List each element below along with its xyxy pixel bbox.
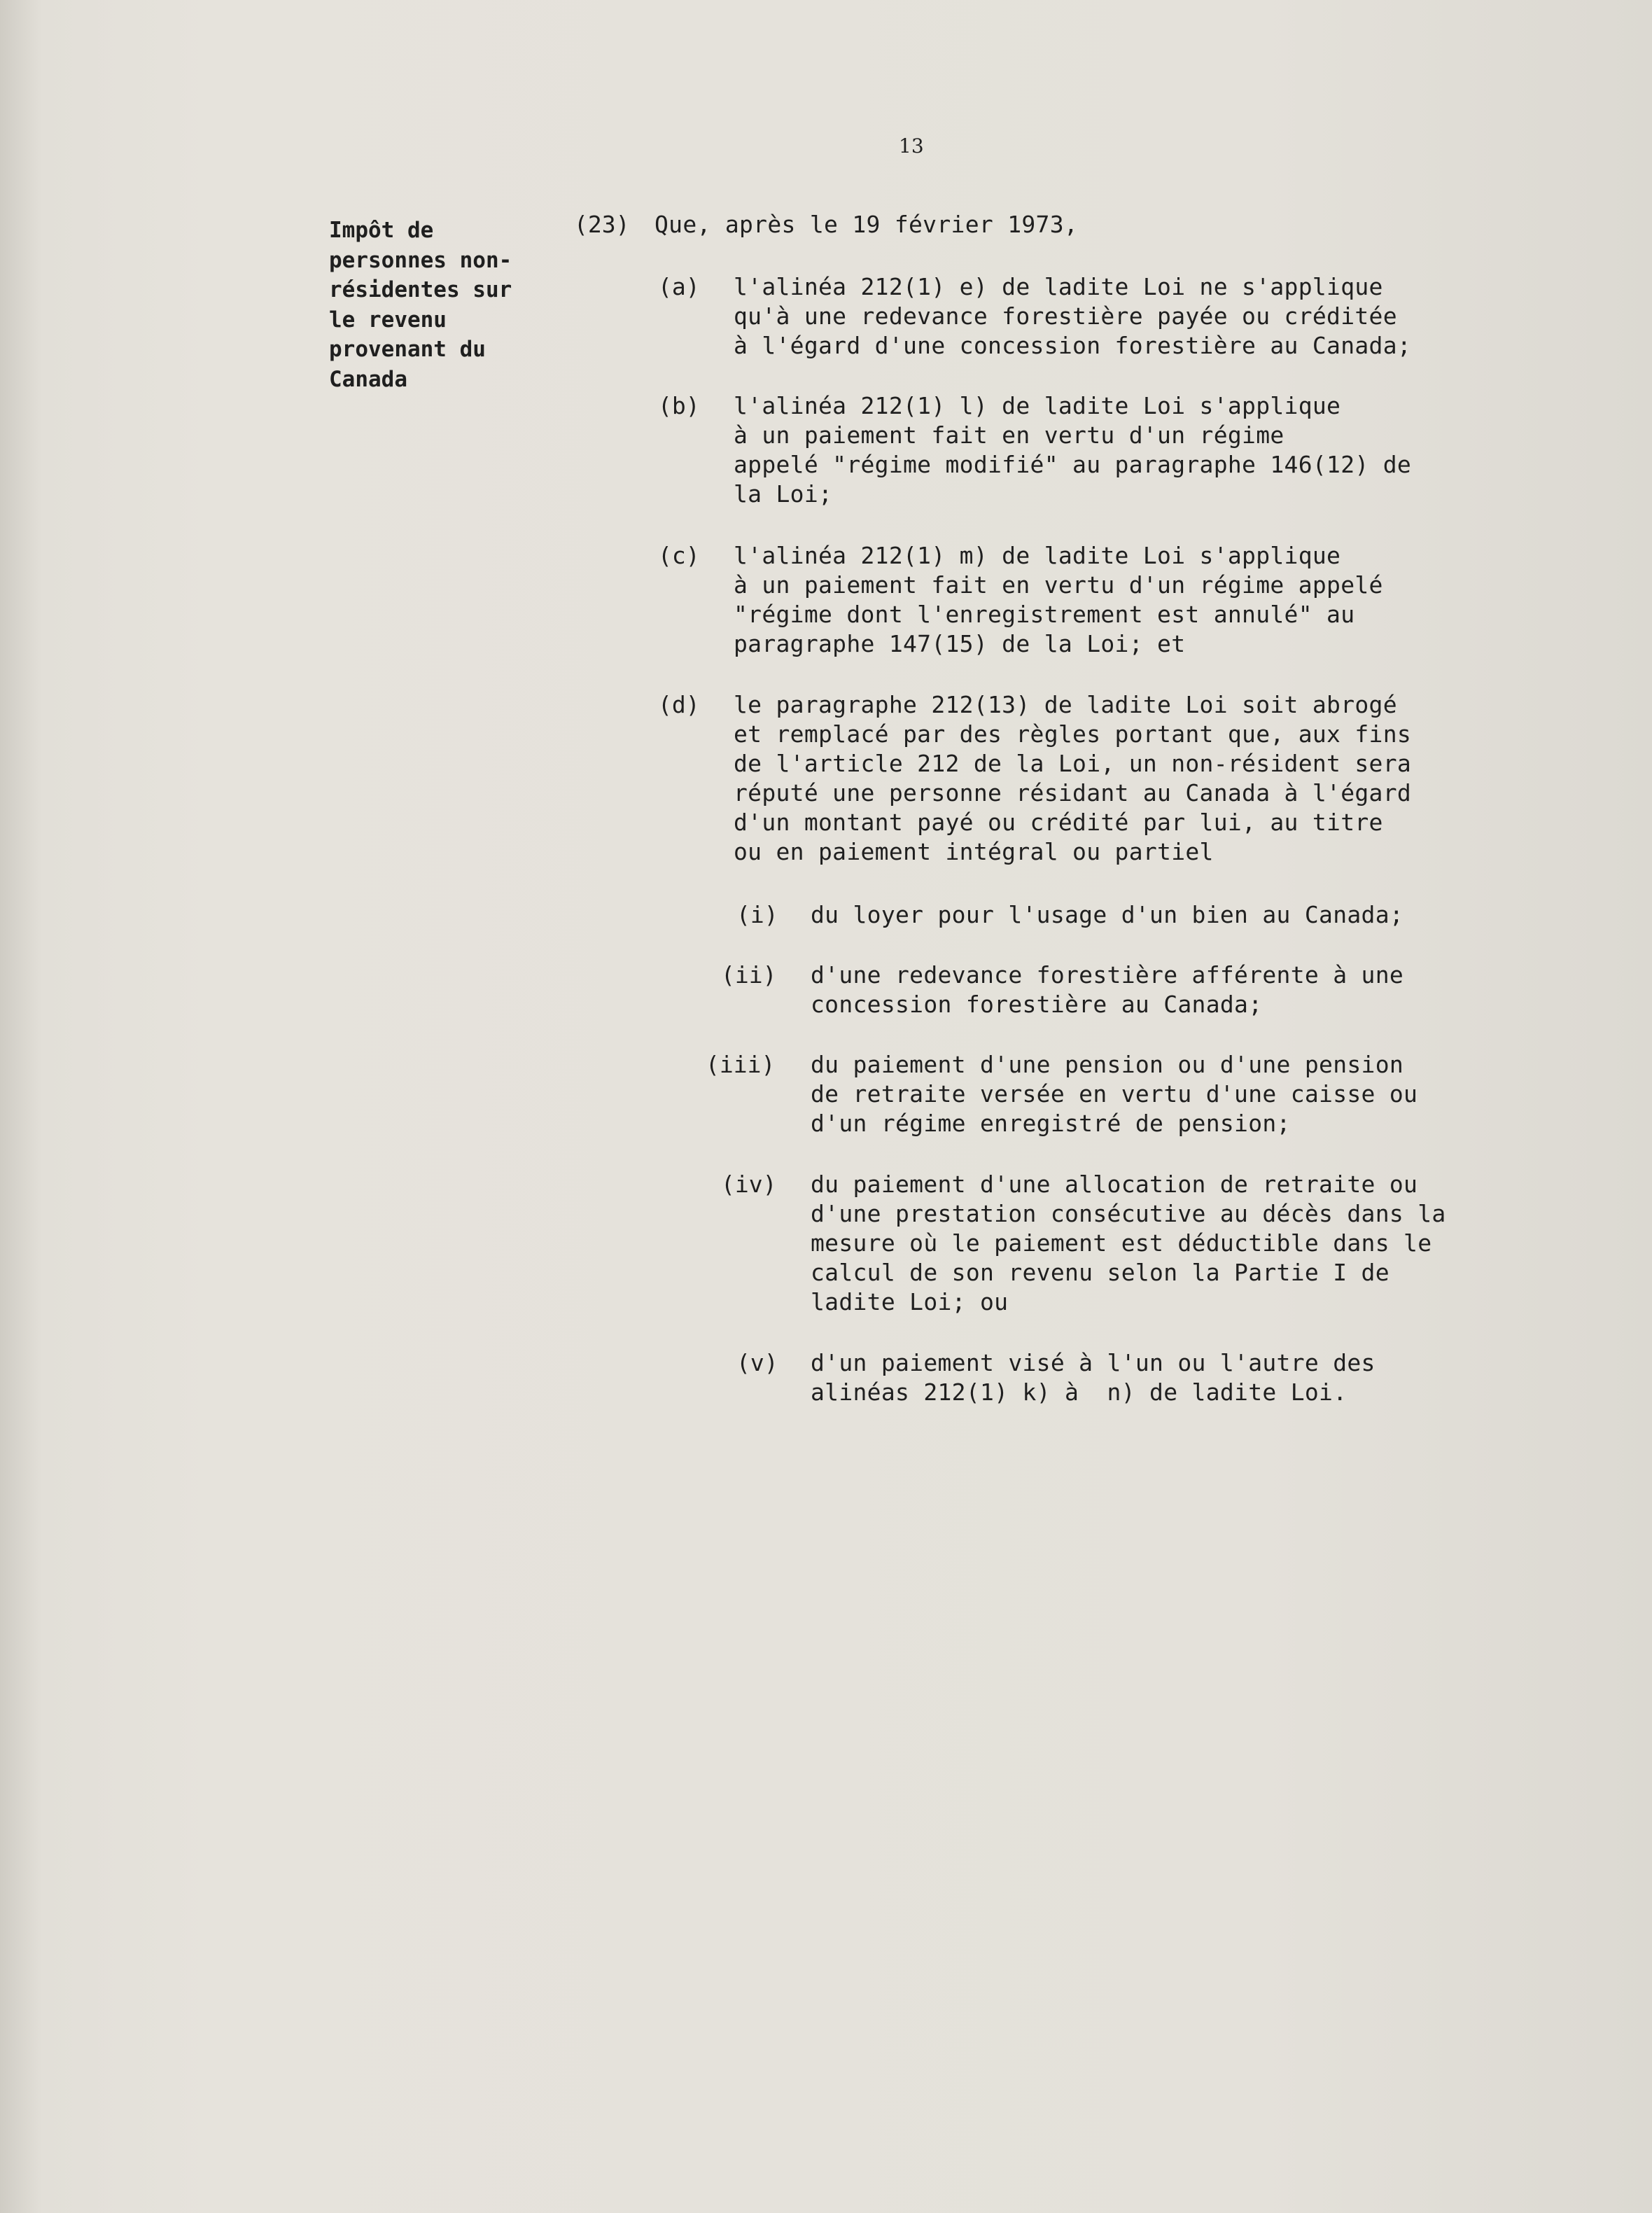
item-label-a: (a) (658, 273, 700, 300)
subitem-label-v: (v) (736, 1349, 778, 1376)
margin-note: Impôt de personnes non- résidentes sur le revenu provenant du Canada (329, 218, 512, 392)
subitem-label-iv: (iv) (721, 1171, 777, 1198)
subitem-text-iv: du paiement d'une allocation de retraite ou d'une prestation consécutive au décès dans la mesure où le paiement est déductible dans le calcul de son revenu selon la Partie I de ladite Loi; ou (811, 1171, 1446, 1315)
section-number: (23) (574, 211, 630, 238)
subitem-text-ii: d'une redevance forestière afférente à une concession forestière au Canada; (811, 961, 1404, 1018)
item-label-d: (d) (658, 691, 700, 718)
item-text-b: l'alinéa 212(1) l) de ladite Loi s'applique à un paiement fait en vertu d'un régime appelé "régime modifié" au paragraphe 146(12) de la Loi; (734, 392, 1412, 508)
item-text-c: l'alinéa 212(1) m) de ladite Loi s'applique à un paiement fait en vertu d'un régime appelé "régime dont l'enregistrement est annulé" au paragraphe 147(15) de la Loi; et (734, 542, 1383, 657)
subitem-text-iii: du paiement d'une pension ou d'une pension de retraite versée en vertu d'une caisse ou d'un régime enregistré de pension; (811, 1051, 1418, 1137)
section-intro: Que, après le 19 février 1973, (654, 211, 1079, 238)
subitem-label-ii: (ii) (721, 961, 777, 989)
item-text-d: le paragraphe 212(13) de ladite Loi soit abrogé et remplacé par des règles portant que, aux fins de l'article 212 de la Loi, un non-résident sera réputé une personne résidant au Canada à l'égard d'un montant payé ou crédité par lui, au titre ou en paiement intégral ou partiel (734, 691, 1412, 865)
subitem-label-iii: (iii) (706, 1051, 776, 1078)
page-number: 13 (899, 134, 924, 158)
item-label-c: (c) (658, 542, 700, 569)
item-label-b: (b) (658, 392, 700, 419)
item-text-a: l'alinéa 212(1) e) de ladite Loi ne s'applique qu'à une redevance forestière payée ou créditée à l'égard d'une concession forestière au Canada; (734, 273, 1412, 359)
subitem-text-i: du loyer pour l'usage d'un bien au Canada; (811, 901, 1404, 928)
subitem-text-v: d'un paiement visé à l'un ou l'autre des alinéas 212(1) k) à n) de ladite Loi. (811, 1349, 1376, 1406)
subitem-label-i: (i) (736, 901, 778, 928)
